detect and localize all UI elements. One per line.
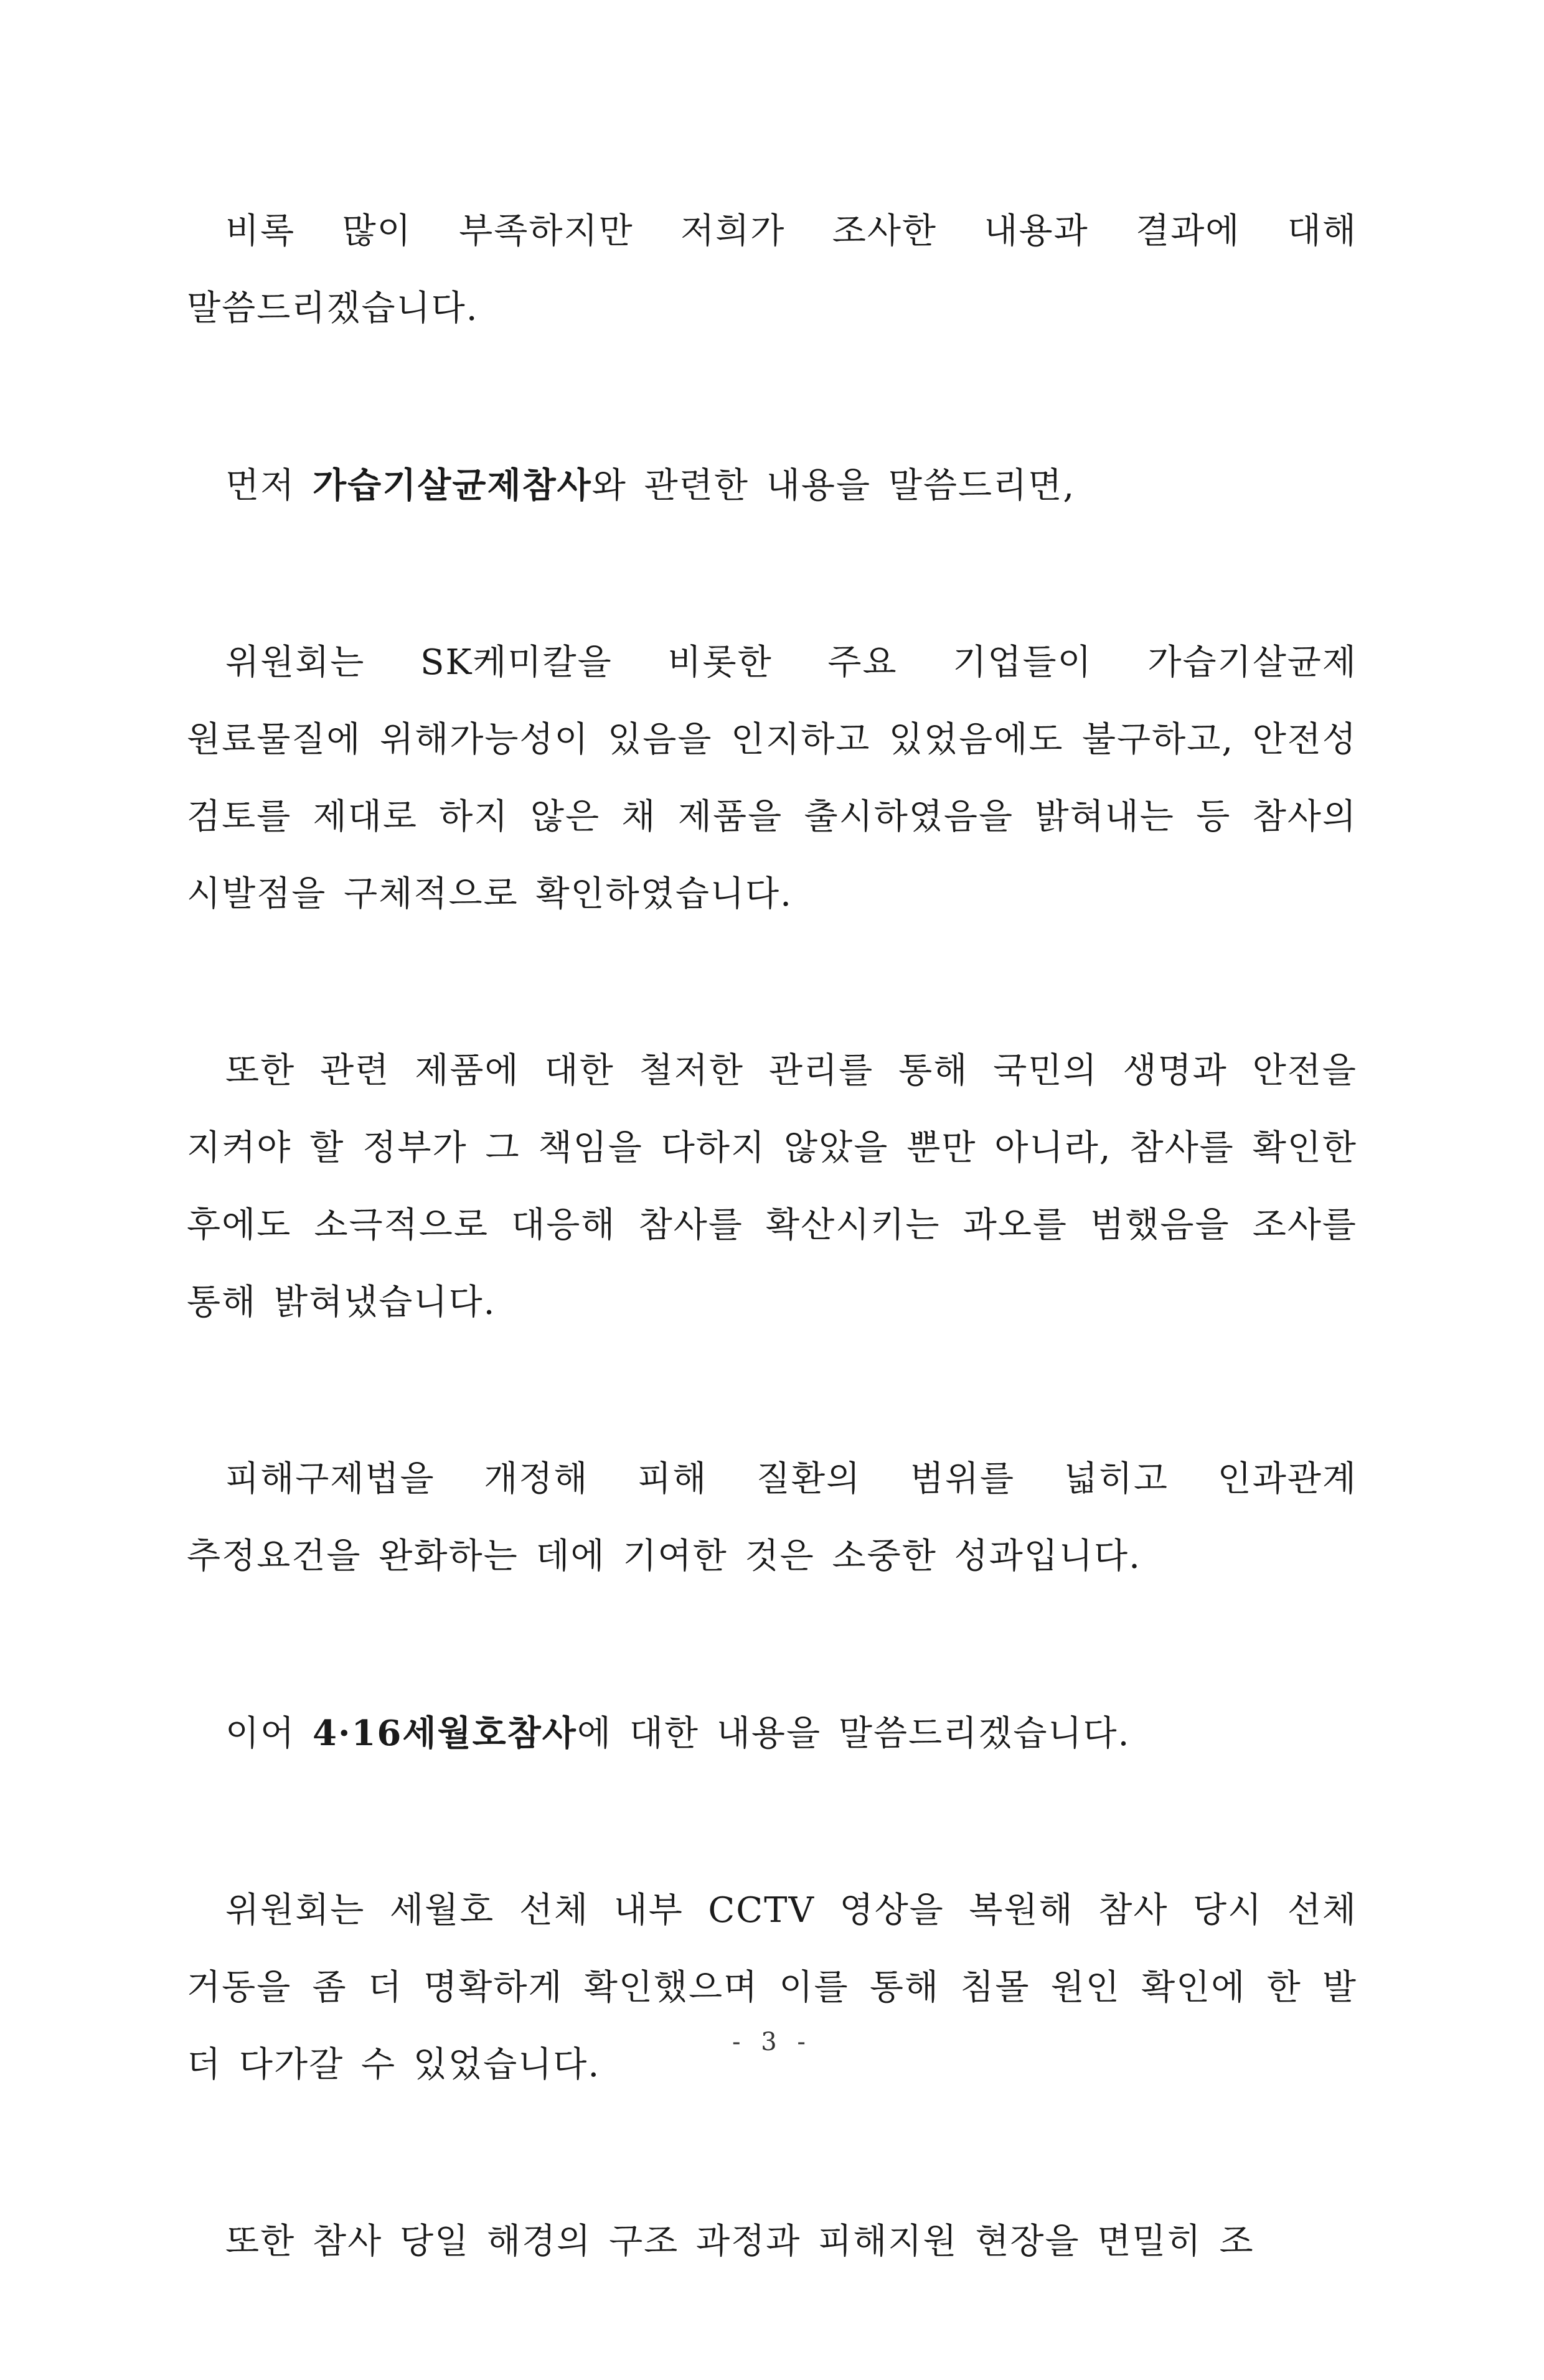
paragraph-7 xyxy=(187,1872,1357,2104)
paragraph-text: 이어 xyxy=(225,1713,313,1754)
paragraph-text: 위원회는 세월호 선체 내부 CCTV 영상을 복원해 참사 당시 선체 거동을 좀 더 명확하게 확인했으며 이를 통해 침몰 원인 확인에 한 발 더 다가갈 수 있었습니다. xyxy=(187,1890,1357,2085)
paragraph-text: 먼저 xyxy=(225,466,313,506)
paragraph-6 xyxy=(187,1695,1357,1773)
paragraph-text: 와 관련한 내용을 말씀드리면, xyxy=(591,466,1076,506)
paragraph-4 xyxy=(187,1033,1357,1341)
paragraph-1 xyxy=(187,193,1357,347)
paragraph-5 xyxy=(187,1441,1357,1595)
paragraph-text: 위원회는 SK케미칼을 비롯한 주요 기업들이 가습기살균제 원료물질에 위해가능성이 있음을 인지하고 있었음에도 불구하고, 안전성 검토를 제대로 하지 않은 채 제품을 출시하였음을 밝혀내는 등 참사의 시발점을 구체적으로 확인하였습니다. xyxy=(187,642,1357,914)
paragraph-text: 피해구제법을 개정해 피해 질환의 범위를 넓히고 인과관계 추정요건을 완화하는 데에 기여한 것은 소중한 성과입니다. xyxy=(187,1459,1357,1577)
paragraph-text: 비록 많이 부족하지만 저희가 조사한 내용과 결과에 대해 말씀드리겠습니다. xyxy=(187,211,1357,329)
paragraph-text: 에 대한 내용을 말씀드리겠습니다. xyxy=(577,1713,1131,1754)
paragraph-text: 또한 참사 당일 해경의 구조 과정과 피해지원 현장을 면밀히 조 xyxy=(225,2221,1254,2262)
paragraph-2 xyxy=(187,447,1357,525)
emphasis-humidifier-disinfectant: 가습기살균제참사 xyxy=(313,465,592,506)
emphasis-sewol-ferry: 4·16세월호참사 xyxy=(313,1713,577,1754)
paragraph-3 xyxy=(187,624,1357,933)
paragraph-8 xyxy=(187,2203,1357,2280)
page-number: - 3 - xyxy=(732,2028,812,2056)
paragraph-text: 또한 관련 제품에 대한 철저한 관리를 통해 국민의 생명과 안전을 지켜야 할 정부가 그 책임을 다하지 않았을 뿐만 아니라, 참사를 확인한 후에도 소극적으로 대응해 참사를 확산시키는 과오를 범했음을 조사를 통해 밝혀냈습니다. xyxy=(187,1051,1357,1323)
